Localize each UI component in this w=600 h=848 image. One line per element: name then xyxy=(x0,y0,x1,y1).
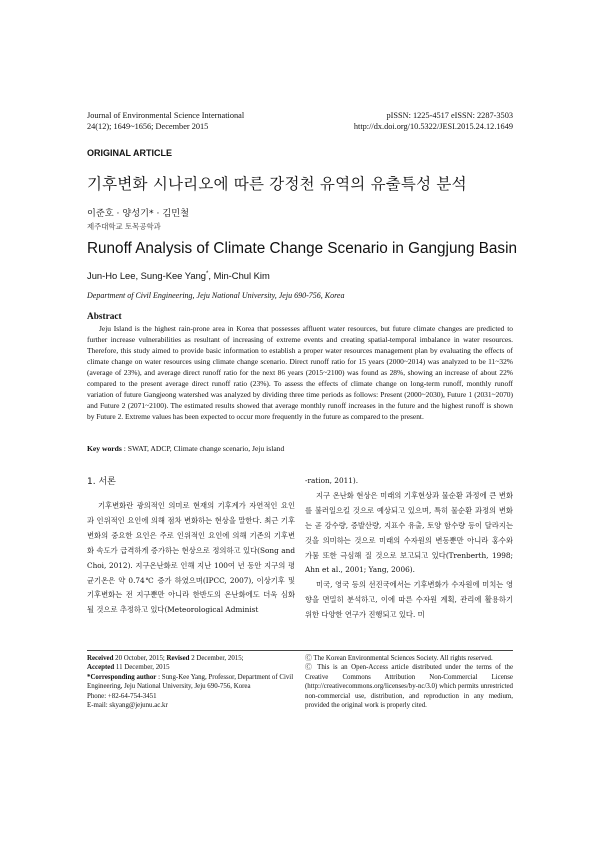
body-column-right xyxy=(305,474,513,623)
journal-identifiers xyxy=(253,110,513,132)
authors-part-2: , Min-Chul Kim xyxy=(208,270,270,281)
corresponding-mark: * xyxy=(206,270,209,277)
footnote-dates xyxy=(87,654,295,710)
accepted-date: 11 December, 2015 xyxy=(114,664,170,672)
footnote-license xyxy=(305,654,513,710)
issn: pISSN: 1225-4517 eISSN: 2287-3503 xyxy=(386,111,513,120)
keywords xyxy=(87,444,513,453)
korean-title: 기후변화 시나리오에 따른 강정천 유역의 유출특성 분석 xyxy=(87,175,467,193)
email[interactable]: E-mail: skyang@jejunu.ac.kr xyxy=(87,702,168,710)
received-label: Received xyxy=(87,655,114,662)
corresponding-line xyxy=(87,673,295,692)
article-type: ORIGINAL ARTICLE xyxy=(87,148,172,158)
intro-paragraph-1: 기후변화란 광의적인 의미로 현재의 기후계가 자연적인 요인과 인위적인 요인에 의해 점차 변화하는 현상을 말한다. 최근 기후변화의 중요한 요인은 주로 인위적인 요인에 의해 기존의 기후변화 속도가 급격하게 증가하는 현상으로 정의하고 있다(Song and Choi, 2012). 지구온난화로 인해 지난 100여 년 동안 지구의 평균기온은 약 0.74℃ 증가 하였으며(IPCC, 2007), 이상기후 및 기후변화는 전 지구뿐만 아니라 한반도의 온난화에도 더욱 심화 될 것으로 추정하고 있다(Meteorological Administ xyxy=(87,501,295,615)
license-text: Ⓒ This is an Open-Access article distributed under the terms of the Creative Commons Attribution Non-Commercial License (http://creativecommons.org/licenses/by-nc/3.0) which permits unrestricted non-commercial use, distribution, and reproduction in any medium, provided the original work is properly cited. xyxy=(305,664,513,710)
abstract-text: Jeju Island is the highest rain-prone area in Korea that possesses affluent water resources, but future climate changes are predicted to further increase vulnerabilities as resultant of increasing of extreme events and creating spatial-temporal imbalance in water resources. Therefore, this study aimed to provide basic information to establish a proper water resources management plan by evaluating the effects of climate change on water resources using climate change scenario. Direct runoff ratio for 15 years (2000~2014) was analyzed to be 11~32% (average of 23%), and average direct runoff ratio for the next 86 years (2015~2100) was found as 28%, showing an increase of about 22% compared to the present average direct runoff ratio (23%). To assess the effects of climate change on long-term runoff, monthly runoff variation of future Gangjeong watershed was analyzed by dividing three time periods as follows: Present (2000~2030), Future 1 (2031~2070) and Future 2 (2071~2100). The estimated results showed that average monthly runoff increases in the future and the highest runoff is shown by Future 2. Extreme values has been expected to occur more frequently in the future as compared to the present. xyxy=(87,324,513,421)
doi-link[interactable]: http://dx.doi.org/10.5322/JESI.2015.24.12.1649 xyxy=(353,122,513,131)
corresponding-info: : Sung-Kee Yang, Professor, Department of Civil Engineering, Jeju National University, Jeju 690-756, Korea xyxy=(87,673,294,691)
received-date: 20 October, 2015; xyxy=(113,655,167,662)
copyright: Ⓒ The Korean Environmental Sciences Society. All rights reserved. xyxy=(305,655,493,662)
korean-affiliation: 제주대학교 토목공학과 xyxy=(87,222,161,231)
intro-paragraph-3: 미국, 영국 등의 선진국에서는 기후변화가 수자원에 미치는 영향을 면밀히 분석하고, 이에 따른 수자원 계획, 관리에 활용하기 위한 다양한 연구가 진행되고 있다. 미 xyxy=(305,580,513,620)
korean-authors: 이준호 · 양성기* · 김민철 xyxy=(87,208,189,219)
accepted-label: Accepted xyxy=(87,664,115,672)
english-authors xyxy=(87,270,270,281)
intro-continuation: -ration, 2011). xyxy=(305,476,359,485)
abstract-heading: Abstract xyxy=(87,312,122,322)
accepted-line xyxy=(87,663,295,672)
corresponding-label: *Corresponding author xyxy=(87,673,157,681)
english-title: Runoff Analysis of Climate Change Scenario in Gangjung Basin xyxy=(87,240,517,257)
section-heading: 1. 서론 xyxy=(87,477,116,487)
english-affiliation: Department of Civil Engineering, Jeju National University, Jeju 690-756, Korea xyxy=(87,291,345,300)
received-line xyxy=(87,654,295,663)
journal-volume: 24(12); 1649~1656; December 2015 xyxy=(87,122,209,131)
phone: Phone: +82-64-754-3451 xyxy=(87,692,157,700)
authors-part-1: Jun-Ho Lee, Sung-Kee Yang xyxy=(87,270,207,281)
journal-name: Journal of Environmental Science International xyxy=(87,111,245,120)
keywords-label: Key words xyxy=(87,444,122,453)
keywords-text: : SWAT, ADCP, Climate change scenario, Jeju island xyxy=(121,444,285,453)
footnote-divider xyxy=(87,650,513,651)
intro-paragraph-2: 지구 온난화 현상은 미래의 기후현상과 물순환 과정에 큰 변화를 불러일으킬 것으로 예상되고 있으며, 특히 물순환 과정의 변화는 곧 강수량, 증발산량, 지표수 유출, 토양 함수량 등이 달라지는 것을 의미하는 것으로 미래의 수자원의 변동뿐만 아니라 홍수와 가뭄 또한 극심해 질 것으로 보고되고 있다(Trenberth, 1998; Ahn et al., 2001; Yang, 2006). xyxy=(305,490,513,575)
abstract-body xyxy=(87,324,513,423)
revised-date: 2 December, 2015; xyxy=(189,655,244,662)
revised-label: Revised xyxy=(166,655,190,662)
body-column-left xyxy=(87,499,295,618)
